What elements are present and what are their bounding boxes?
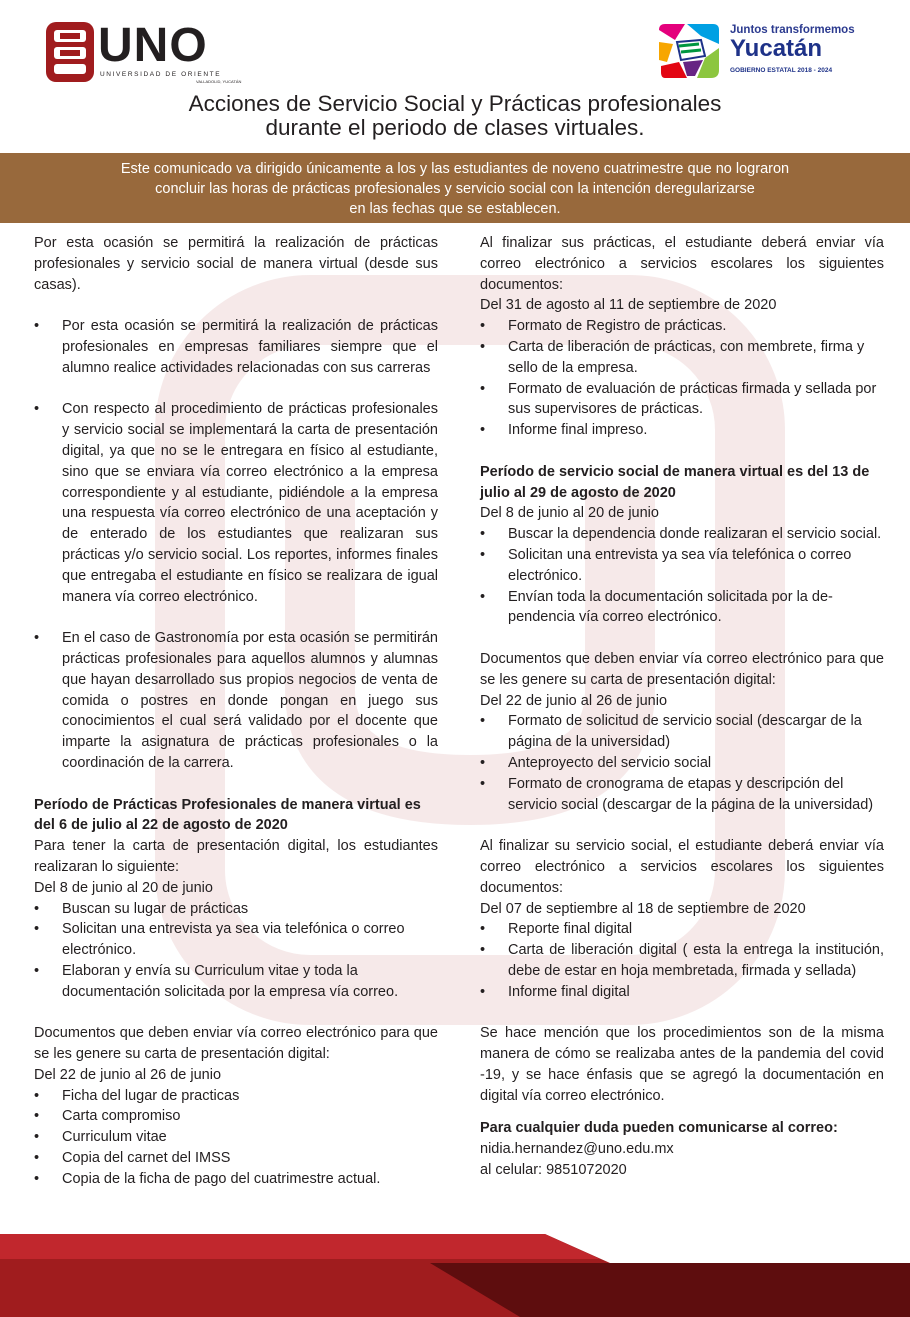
bullet: • [480,526,486,543]
bullet: • [34,900,40,917]
list-item [480,774,884,816]
list-item-text: Informe final digital [508,983,630,1000]
list-item [480,316,884,337]
bullet: • [480,380,486,397]
practicas-heading: Período de Prácticas Profesionales de manera virtual es del 6 de julio al 22 de agosto de 2020 [34,796,421,834]
list-item [480,982,884,1003]
list-item [480,587,884,629]
list-item-text: Carta compromiso [62,1108,181,1125]
yucatan-name: Yucatán [730,35,823,62]
banner-line-2: concluir las horas de prácticas profesionales y servicio social con la intención deregularizarse [155,181,755,197]
bullet: • [480,588,486,605]
bullet: • [480,921,486,938]
banner-line-1: Este comunicado va dirigido únicamente a los y las estudiantes de noveno cuatrimestre que no lograron [120,161,790,177]
list-item-text: Solicitan una entrevista ya sea via telefónica o correo electrónico. [62,921,405,959]
list-item [480,940,884,982]
bullet-paragraph [34,628,438,774]
list-item-text: Carta de liberación digital ( esta la entrega la institución, debe de estar en hoja membretada, firmada y sellada) [508,942,884,979]
paragraph-text: En el caso de Gastronomía por esta ocasión se permitirán prácticas profesionales para aquellos alumnos y alumnas que hayan desarrollado sus propios negocios de venta de comida o postres en donde pongan en juego sus conocimientos el cual será validado por el docente que imparte la asignatura de prácticas profesionales o la coordinación de la carrera. [62,630,438,771]
list-item-text: Formato de cronograma de etapas y descripción del servicio social (descargar de la página de la universidad) [508,775,874,813]
bullet: • [480,942,486,959]
bullet: • [34,630,40,647]
docs-dates: Del 22 de junio al 26 de junio [34,1066,222,1083]
list-item-text: Solicitan una entrevista ya sea vía telefónica o correo electrónico. [508,546,852,584]
list-item-text: Formato de Registro de prácticas. [508,318,727,335]
contact-heading: Para cualquier duda pueden comunicarse al correo: [480,1120,838,1137]
list-item-text: Copia del carnet del IMSS [62,1150,231,1167]
contact-phone: al celular: 9851072020 [480,1162,627,1179]
list-item [34,1086,438,1107]
bullet: • [480,713,486,730]
bullet: • [480,775,486,792]
bullet: • [480,338,486,355]
practicas-intro: Para tener la carta de presentación digital, los estudiantes realizaran lo siguiente: [34,838,438,875]
list-item-text: Curriculum vitae [62,1129,167,1146]
title-line-1: Acciones de Servicio Social y Prácticas profesionales [188,91,722,116]
page-title [0,92,910,140]
list-item [34,1169,438,1190]
list-item [480,524,884,545]
bullet: • [480,422,486,439]
list-item-text: Formato de solicitud de servicio social (descargar de la página de la universidad) [508,713,862,751]
bullet: • [34,1129,40,1146]
uno-subtitle: UNIVERSIDAD DE ORIENTE [100,71,222,78]
list-item-text: Envían toda la documentación solicitada por la dependencia vía correo electrónico. [508,588,833,626]
notice-banner [0,153,910,223]
bullet: • [480,754,486,771]
header [0,0,910,95]
list-item [480,919,884,940]
left-column [34,233,438,1190]
bullet: • [34,318,40,335]
list-item [34,899,438,920]
list-item [480,711,884,753]
servicio-dates: Del 8 de junio al 20 de junio [480,505,659,522]
bullet: • [34,1087,40,1104]
paragraph-text: Con respecto al procedimiento de prácticas profesionales y servicio social se implementará la carta de presentación digital, ya que no se le entregara en físico al estudiante, sino que se enviara vía correo electrónico a la empresa correspondiente y al estudiante, pidiéndole a la empresa una respuesta vía correo electrónico de una aceptación y de enterado de los estudiantes que realizaran sus prácticas y/o servicio social. Los reportes, informes finales que entregaba el estudiante en físico se realizara de igual manera vía correo electrónico. [62,401,438,605]
list-item [34,919,438,961]
bullet: • [34,1150,40,1167]
list-item-text: Elaboran y envía su Curriculum vitae y toda la documentación solicitada por la empresa vía correo. [62,962,399,1000]
yucatan-tagline: Juntos transformemos [730,24,855,36]
list-item-text: Buscar la dependencia donde realizaran el servicio social. [508,526,882,543]
bullet: • [480,983,486,1000]
bullet-paragraph [34,316,438,378]
bullet: • [34,1108,40,1125]
servicio-heading: Período de servicio social de manera virtual es del 13 de julio al 29 de agosto de 2020 [480,463,870,501]
bullet: • [34,921,40,938]
list-item [480,337,884,379]
right-column [480,233,884,1181]
list-item-text: Ficha del lugar de practicas [62,1087,240,1104]
list-item-text: Anteproyecto del servicio social [508,754,712,771]
list-item-text: Reporte final digital [508,921,633,938]
list-item [480,420,884,441]
bullet-paragraph [34,399,438,607]
servicio-docs-intro: Documentos que deben enviar vía correo electrónico para que se les genere su carta de presentación digital: [480,650,884,688]
title-line-2: durante el periodo de clases virtuales. [265,115,645,140]
list-item-text: Informe final impreso. [508,422,648,439]
end-servicio-intro: Al finalizar su servicio social, el estudiante deberá enviar vía correo electrónico a servicios escolares los siguientes documentos: [480,838,884,896]
end-servicio-dates: Del 07 de septiembre al 18 de septiembre de 2020 [480,900,806,917]
list-item [34,961,438,1003]
intro-paragraph: Por esta ocasión se permitirá la realización de prácticas profesionales y servicio social de manera virtual (desde sus casas). [34,235,438,293]
footer-band [0,1228,910,1317]
bullet: • [34,1170,40,1187]
list-item-text: Copia de la ficha de pago del cuatrimestre actual. [62,1170,381,1187]
bullet: • [480,318,486,335]
uno-city: VALLADOLID, YUCATÁN [196,79,242,84]
list-item [480,753,884,774]
docs-intro: Documentos que deben enviar vía correo electrónico para que se les genere su carta de presentación digital: [34,1025,438,1063]
list-item-text: Buscan su lugar de prácticas [62,900,249,917]
end-practicas-intro: Al finalizar sus prácticas, el estudiante deberá enviar vía correo electrónico a servicios escolares los siguientes documentos: [480,235,884,293]
list-item [480,379,884,421]
list-item [34,1148,438,1169]
yucatan-subtitle: GOBIERNO ESTATAL 2018 - 2024 [730,67,833,74]
bullet: • [480,546,486,563]
list-item [34,1106,438,1127]
list-item [34,1127,438,1148]
bullet: • [34,962,40,979]
uno-wordmark: UNO [98,19,208,72]
banner-line-3: en las fechas que se establecen. [349,201,561,217]
list-item [480,545,884,587]
practicas-dates: Del 8 de junio al 20 de junio [34,879,213,896]
servicio-docs-dates: Del 22 de junio al 26 de junio [480,692,668,709]
list-item-text: Formato de evaluación de prácticas firmada y sellada por sus supervisores de prácticas. [508,380,877,418]
end-practicas-dates: Del 31 de agosto al 11 de septiembre de 2020 [480,297,777,314]
closing-paragraph: Se hace mención que los procedimientos son de la misma manera de cómo se realizaba antes de la pandemia del covid -19, y se hace énfasis que se agregó la documentación en digital vía correo electrónico. [480,1025,884,1104]
contact-email[interactable]: nidia.hernandez@uno.edu.mx [480,1141,674,1158]
list-item-text: Carta de liberación de prácticas, con membrete, firma y sello de la empresa. [508,338,865,376]
paragraph-text: Por esta ocasión se permitirá la realización de prácticas profesionales en empresas familiares siempre que el alumno realice actividades relacionadas con sus carreras [62,318,438,376]
bullet: • [34,401,40,418]
